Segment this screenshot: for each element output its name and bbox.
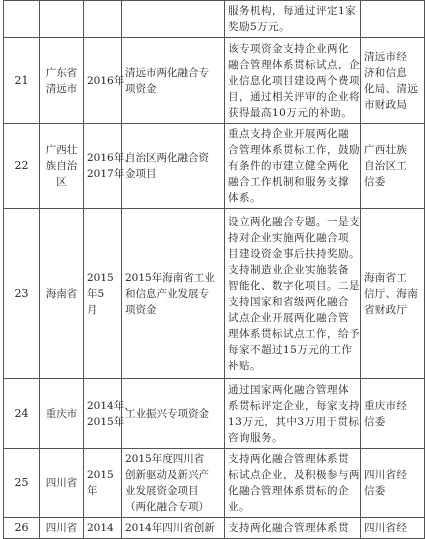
project-name-cell	[122, 38, 225, 124]
year-cell	[84, 124, 135, 209]
year-cell-line: 年5	[87, 287, 105, 300]
project-name-cell-line: 创新驱动及新兴产	[125, 469, 209, 481]
year-cell	[84, 1, 122, 38]
row-number-cell: 23	[4, 209, 40, 379]
department-cell-line: 海南省工	[364, 271, 408, 284]
year-cell-line: 2017年	[87, 168, 125, 180]
province-cell-line: 区	[56, 176, 67, 188]
year-cell-line: 2015年	[87, 415, 125, 428]
support-content-cell-line: 支持两化融合管理体系贯	[228, 522, 349, 534]
year-cell	[84, 449, 122, 518]
department-cell-line: 清远市经	[364, 50, 408, 63]
support-content-cell	[225, 124, 361, 209]
project-name-cell-line: 工业振兴专项资金	[125, 407, 209, 420]
support-content-cell-line: 重点支持企业开展两化融	[228, 128, 349, 140]
support-content-cell-line: 奖励5万元。	[228, 21, 291, 33]
table-row	[4, 379, 425, 449]
year-cell-line: 2015	[87, 271, 114, 284]
year-cell-line: 2014年、	[87, 399, 135, 412]
project-name-cell	[122, 518, 225, 539]
province-cell	[40, 1, 84, 38]
support-content-cell-line: 设立两化融合专题。一是支	[228, 215, 360, 228]
year-cell	[84, 38, 125, 124]
support-content-cell-line: 13万元，其中3万用于贯标	[228, 415, 360, 428]
province-cell	[40, 209, 84, 379]
row-number-cell: 25	[4, 449, 40, 518]
support-content-cell	[225, 518, 361, 539]
province-cell	[40, 518, 84, 539]
support-content-cell-line: 支持制造业企业实施装备	[228, 263, 349, 276]
project-name-cell	[122, 209, 225, 379]
project-name-cell-line: 清远市两化融合专	[125, 66, 209, 79]
year-cell-line: 2016年、	[87, 152, 135, 164]
support-content-cell-line: 目建设资金事后扶持奖励。	[228, 247, 360, 260]
department-cell-line: 自治区工	[364, 160, 408, 172]
department-cell-line: 四川省经	[364, 469, 408, 481]
row-number-cell: 21	[4, 38, 40, 124]
support-content-cell-line: 智能化、数字化项目。二是	[228, 279, 360, 292]
project-name-cell	[122, 449, 225, 518]
project-name-cell-line: 2015年海南省工业	[125, 271, 215, 284]
project-name-cell-line: 自治区两化融合资	[125, 152, 209, 164]
support-content-cell-line: 化融合管理体系贯标的企	[228, 485, 349, 497]
department-cell-line: 省财政厅	[364, 303, 408, 316]
province-cell-line: 广东省	[45, 66, 78, 79]
support-content-cell-line: 服务机构，每通过评定1家	[228, 5, 357, 17]
province-cell-line: 清远市	[45, 82, 78, 95]
province-cell	[40, 124, 84, 209]
year-cell-line: 月	[87, 303, 98, 316]
support-content-cell	[225, 1, 361, 38]
support-content-cell-line: 业。	[228, 501, 250, 513]
row-number-cell	[4, 1, 40, 38]
table-row	[4, 124, 425, 209]
row-number-cell: 22	[4, 124, 40, 209]
year-cell-line: 2015	[87, 469, 114, 481]
department-cell-line: 信委	[364, 485, 386, 497]
year-cell-line: 2016年	[87, 74, 125, 87]
department-cell	[361, 449, 425, 518]
department-cell-line: 济和信息	[364, 66, 408, 79]
support-content-cell-line: 获得最高10万元的补助。	[228, 106, 353, 119]
province-cell-line: 族自治	[45, 160, 78, 172]
support-content-cell-line: 系贯标评定企业，每家支持	[228, 399, 360, 412]
support-content-cell-line: 合管理体系贯标工作，鼓励	[228, 144, 360, 156]
department-cell	[361, 518, 425, 539]
project-name-cell-line: 金项目	[125, 168, 157, 180]
support-content-cell-line: 支持两化融合管理体系贯	[228, 453, 349, 465]
province-cell	[40, 379, 84, 449]
support-content-cell-line: 业信息化项目建设两个费项	[228, 74, 360, 87]
support-content-cell	[225, 449, 361, 518]
year-cell	[84, 518, 122, 539]
support-content-cell-line: 该专项资金支持企业两化	[228, 42, 349, 55]
project-name-cell	[122, 1, 225, 38]
table-row	[4, 38, 425, 124]
project-name-cell-line: 项资金	[125, 82, 157, 95]
support-content-cell-line: 通过国家两化融合管理体	[228, 383, 349, 396]
support-content-cell	[225, 209, 361, 379]
year-cell-line: 年	[87, 485, 98, 497]
project-name-cell-line: 业发展资金项目	[125, 485, 199, 497]
support-content-cell-line: 理体系贯标试点工作，给予	[228, 327, 360, 340]
project-name-cell-line: 2014年四川省创新	[125, 522, 215, 534]
support-content-cell-line: 咨询服务。	[228, 431, 283, 444]
support-content-cell-line: 有条件的市建立健全两化	[228, 160, 349, 172]
province-cell-line: 海南省	[45, 287, 78, 300]
department-cell-line: 信委	[364, 176, 386, 188]
project-name-cell-line: 和信息产业发展专	[125, 287, 209, 300]
province-cell	[40, 449, 84, 518]
support-content-cell-line: 每家不超过15万元的工作	[228, 343, 353, 356]
support-content-cell-line: 目，通过相关评审的企业将	[228, 90, 360, 103]
department-cell-line: 重庆市经	[364, 399, 408, 412]
province-cell-line: 四川省	[45, 477, 78, 489]
support-content-cell	[225, 38, 361, 124]
row-number-cell: 24	[4, 379, 40, 449]
support-content-cell-line: 融合工作机制和服务支撑	[228, 176, 349, 188]
province-cell-line: 重庆市	[45, 407, 78, 420]
subsidy-table	[3, 0, 425, 539]
support-content-cell-line: 支持国家和省级两化融合	[228, 295, 349, 308]
department-cell-line: 信委	[364, 415, 386, 428]
department-cell-line: 信厅、海南	[364, 287, 418, 300]
province-cell-line: 广西壮	[45, 144, 78, 156]
department-cell-line: 四川省经	[364, 522, 408, 534]
department-cell	[361, 1, 425, 38]
department-cell	[361, 124, 425, 209]
year-cell	[84, 209, 122, 379]
province-cell	[40, 38, 84, 124]
support-content-cell-line: 试点企业开展两化融合管	[228, 311, 349, 324]
department-cell-line: 化局、清远	[364, 82, 418, 95]
project-name-cell-line: （两化融合专项）	[125, 501, 209, 513]
project-name-cell-line: 2015年度四川省	[125, 453, 205, 465]
support-content-cell-line: 融合管理体系贯标试点，企	[228, 58, 360, 71]
table-body	[4, 1, 425, 539]
table-row	[4, 449, 425, 518]
project-name-cell	[122, 379, 225, 449]
support-content-cell-line: 体系。	[228, 192, 261, 204]
row-number-cell: 26	[4, 518, 40, 539]
support-content-cell-line: 标试点企业，及积极参与两	[228, 469, 360, 481]
table-row	[4, 1, 425, 38]
department-cell	[361, 209, 425, 379]
table-row	[4, 518, 425, 539]
support-content-cell-line: 持对企业实施两化融合项	[228, 231, 349, 244]
province-cell-line: 四川省	[45, 522, 78, 534]
support-content-cell-line: 补贴。	[228, 359, 261, 372]
department-cell-line: 市财政局	[364, 98, 408, 111]
year-cell-line: 2014	[87, 522, 114, 534]
department-cell-line: 广西壮族	[364, 144, 408, 156]
project-name-cell	[122, 124, 225, 209]
table-row	[4, 209, 425, 379]
year-cell	[84, 379, 135, 449]
department-cell	[361, 379, 425, 449]
project-name-cell-line: 项资金	[125, 303, 157, 316]
support-content-cell	[225, 379, 361, 449]
department-cell	[361, 38, 425, 124]
